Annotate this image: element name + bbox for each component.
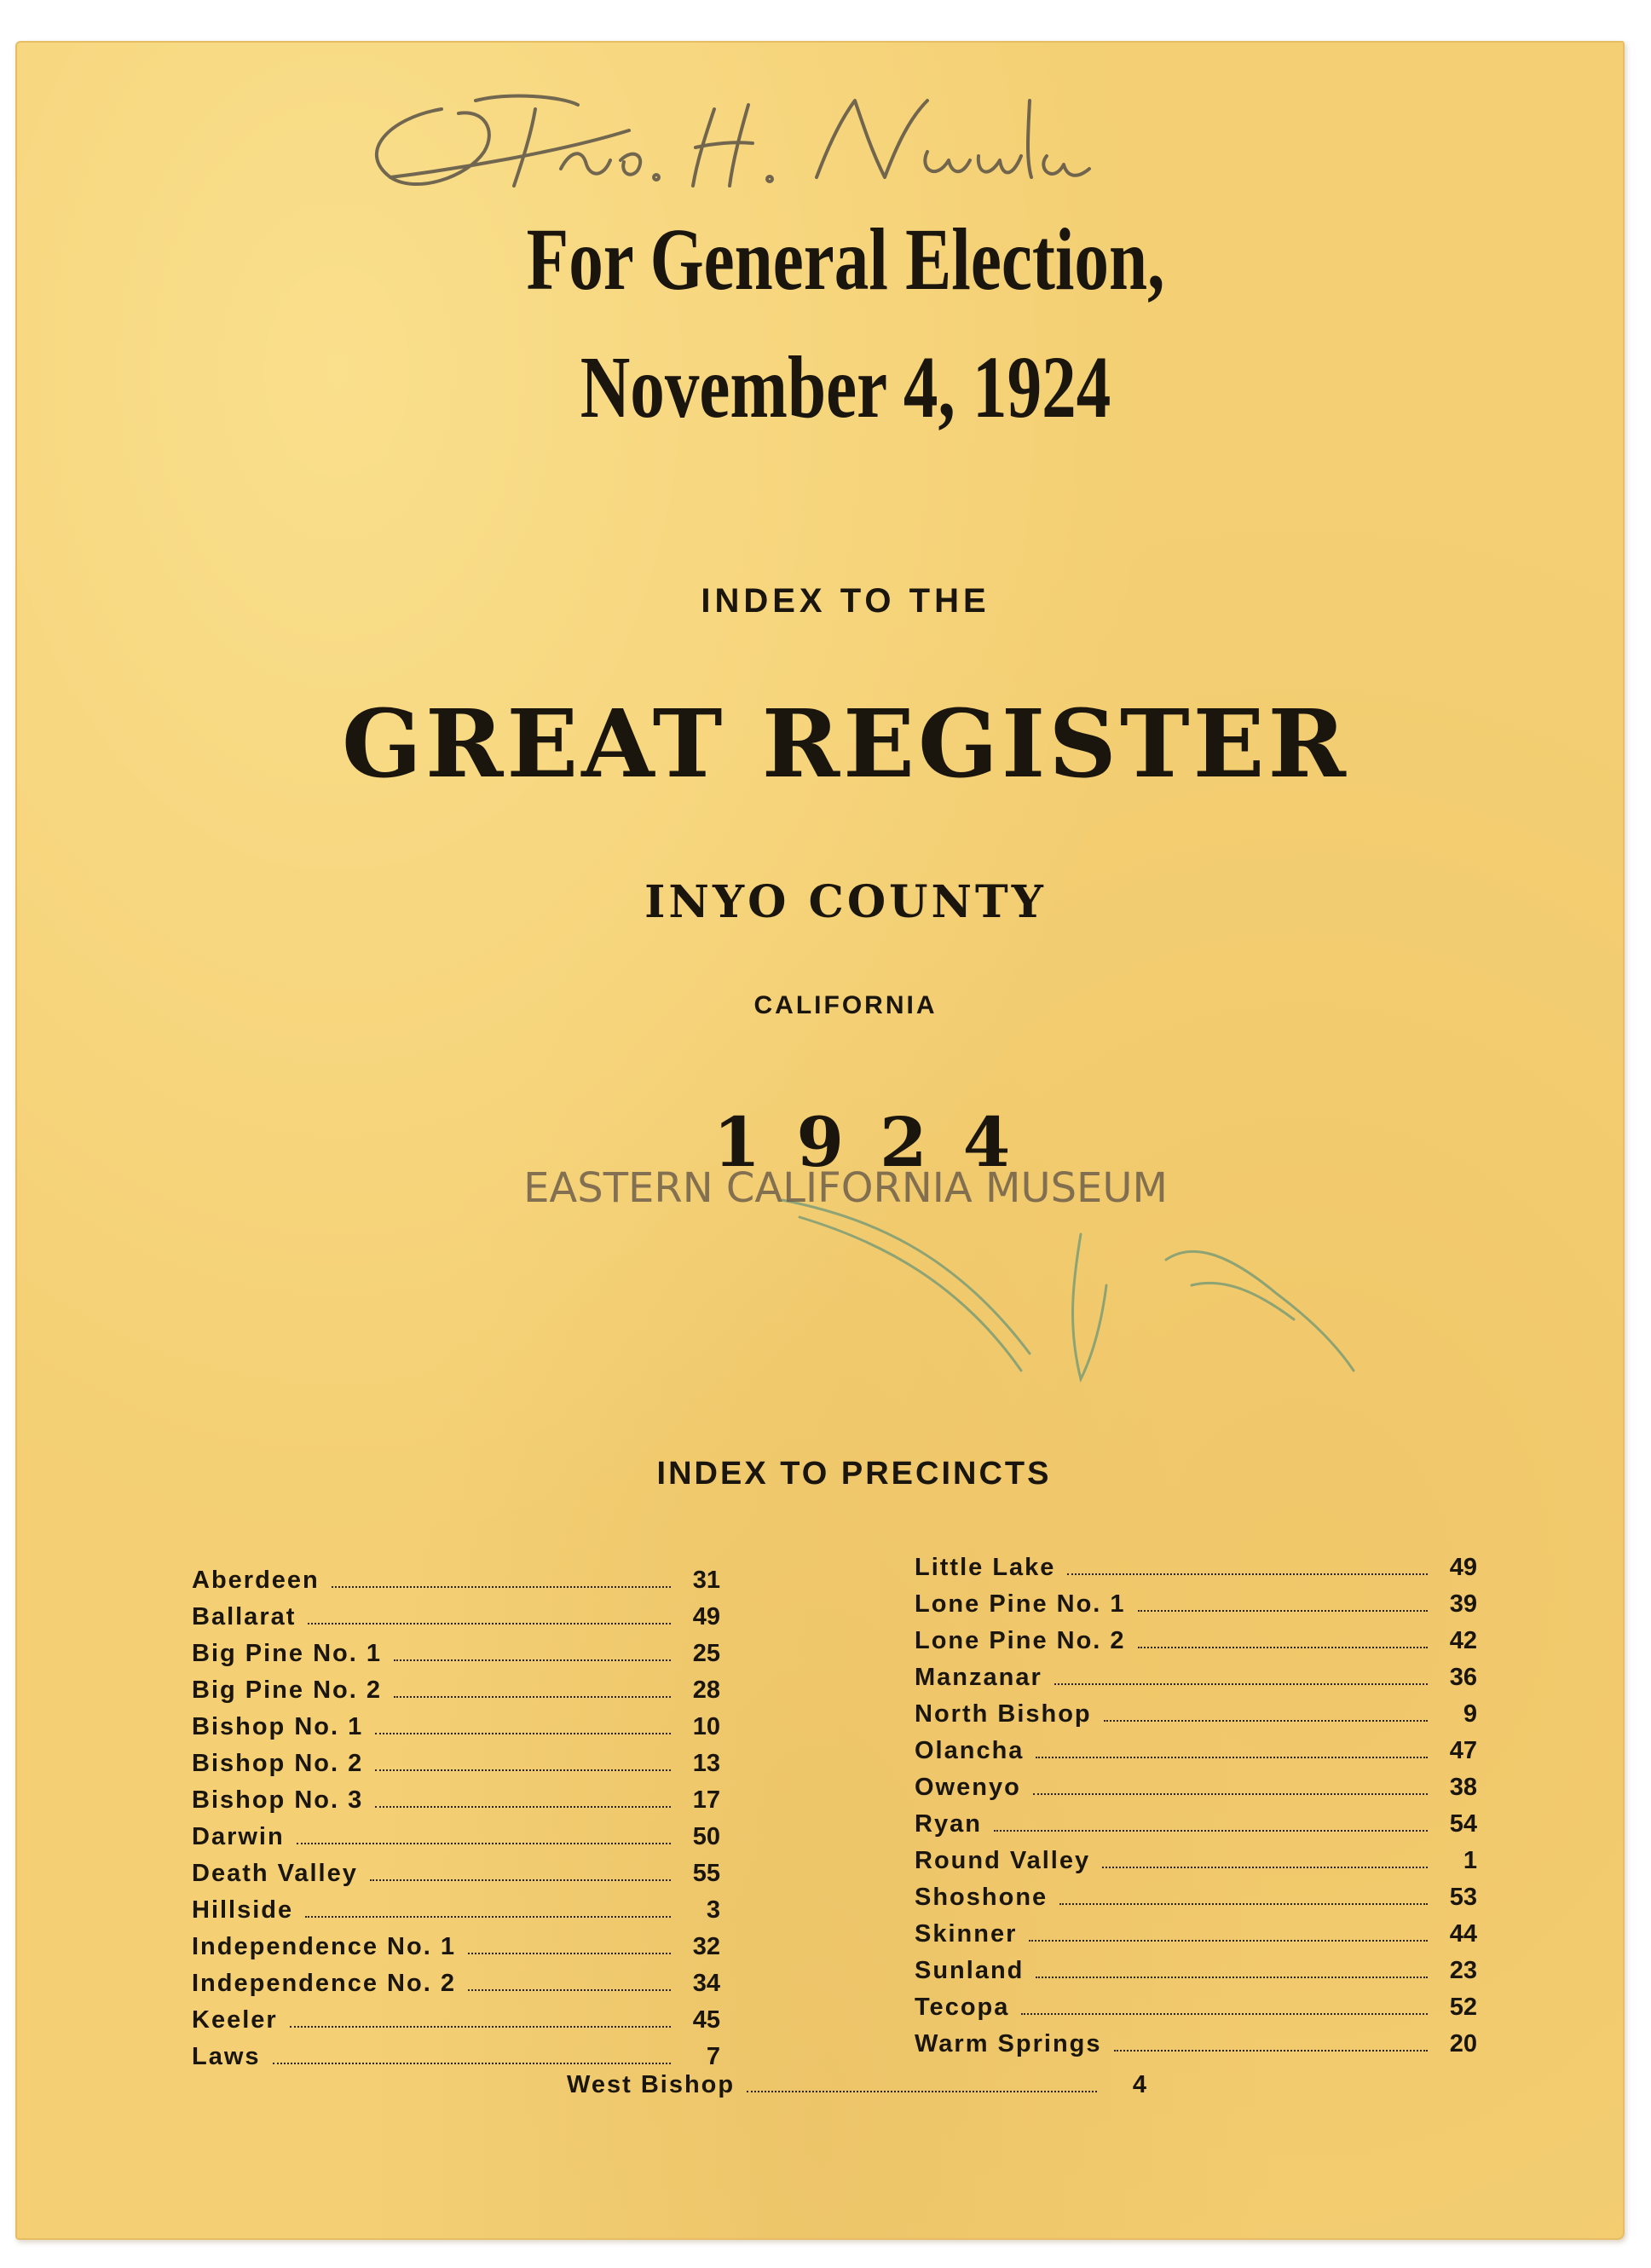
precinct-index-heading: INDEX TO PRECINCTS (656, 1456, 1052, 1492)
dot-leader (1021, 2013, 1428, 2015)
precinct-name: Independence No. 1 (192, 1933, 456, 1960)
page-number: 23 (1449, 1957, 1477, 1984)
precinct-column-right (915, 1554, 1477, 2067)
page-number: 28 (692, 1676, 720, 1704)
precinct-name: West Bishop (567, 2071, 736, 2098)
precinct-entry (192, 1896, 720, 1933)
precinct-name: Hillside (192, 1896, 294, 1924)
precinct-entry (192, 1860, 720, 1896)
dot-leader (375, 1806, 671, 1808)
dot-leader (394, 1659, 671, 1661)
page-number: 31 (692, 1567, 720, 1594)
precinct-name: Warm Springs (915, 2030, 1102, 2057)
dot-leader (1036, 1977, 1428, 1978)
precinct-entry (192, 1603, 720, 1640)
page-number: 52 (1449, 1994, 1477, 2021)
page-number: 36 (1449, 1664, 1477, 1691)
precinct-entry-center (567, 2071, 1146, 2108)
dot-leader (468, 1989, 671, 1991)
page-number: 32 (692, 1933, 720, 1960)
dot-leader (468, 1953, 671, 1954)
precinct-entry (915, 1664, 1477, 1700)
museum-watermark: EASTERN CALIFORNIA MUSEUM (523, 1164, 1168, 1212)
dot-leader (1138, 1610, 1428, 1612)
dot-leader (394, 1696, 671, 1698)
county-name: INYO COUNTY (644, 876, 1047, 928)
dot-leader (332, 1586, 671, 1588)
dot-leader (370, 1879, 671, 1881)
precinct-entry (192, 1640, 720, 1676)
precinct-name: Big Pine No. 1 (192, 1640, 382, 1667)
page-number: 9 (1463, 1700, 1477, 1728)
precinct-name: Darwin (192, 1823, 285, 1850)
precinct-entry (915, 1810, 1477, 1847)
page-number: 1 (1463, 1847, 1477, 1874)
precinct-name: Bishop No. 2 (192, 1750, 364, 1777)
page-number: 45 (692, 2006, 720, 2034)
precinct-entry (915, 1774, 1477, 1810)
precinct-entry (192, 2006, 720, 2043)
precinct-name: Death Valley (192, 1860, 358, 1887)
page-number: 50 (692, 1823, 720, 1850)
precinct-name: Independence No. 2 (192, 1970, 456, 1997)
dot-leader (297, 1843, 671, 1844)
precinct-entry (192, 1713, 720, 1750)
page-number: 39 (1449, 1590, 1477, 1618)
precinct-name: Laws (192, 2043, 261, 2070)
page-number: 3 (706, 1896, 720, 1924)
precinct-entry (915, 1994, 1477, 2030)
precinct-entry (192, 1750, 720, 1786)
page-number: 17 (692, 1786, 720, 1814)
precinct-name: Lone Pine No. 2 (915, 1627, 1126, 1654)
precinct-entry (192, 1823, 720, 1860)
page-number: 13 (692, 1750, 720, 1777)
precinct-name: North Bishop (915, 1700, 1092, 1728)
page-number: 49 (1449, 1554, 1477, 1581)
dot-leader (308, 1623, 671, 1625)
page-number: 42 (1449, 1627, 1477, 1654)
title-line-2: November 4, 1924 (580, 338, 1111, 436)
dot-leader (290, 2026, 671, 2028)
state-name: CALIFORNIA (753, 991, 938, 1019)
main-title: GREAT REGISTER (342, 689, 1349, 799)
precinct-column-left (192, 1567, 720, 2080)
page-number: 53 (1449, 1884, 1477, 1911)
precinct-entry (915, 1920, 1477, 1957)
precinct-name: Bishop No. 1 (192, 1713, 364, 1740)
dot-leader (994, 1830, 1428, 1832)
dot-leader (305, 1916, 671, 1918)
precinct-entry (915, 1957, 1477, 1994)
dot-leader (1114, 2050, 1428, 2052)
dot-leader (1138, 1647, 1428, 1648)
precinct-name: Owenyo (915, 1774, 1021, 1801)
precinct-entry (567, 2071, 1146, 2108)
precinct-entry (915, 1627, 1477, 1664)
precinct-name: Tecopa (915, 1994, 1010, 2021)
dot-leader (1036, 1757, 1428, 1758)
precinct-entry (192, 1786, 720, 1823)
dot-leader (1029, 1940, 1428, 1942)
precinct-entry (915, 1590, 1477, 1627)
precinct-name: Skinner (915, 1920, 1018, 1948)
page-number: 38 (1449, 1774, 1477, 1801)
precinct-entry (915, 1554, 1477, 1590)
dot-leader (375, 1769, 671, 1771)
precinct-name: Manzanar (915, 1664, 1042, 1691)
precinct-name: Ballarat (192, 1603, 297, 1630)
register-cover (15, 41, 1625, 2240)
precinct-name: Olancha (915, 1737, 1025, 1764)
page-number: 49 (692, 1603, 720, 1630)
precinct-name: Sunland (915, 1957, 1025, 1984)
precinct-entry (192, 1567, 720, 1603)
page-number: 54 (1449, 1810, 1477, 1838)
dot-leader (375, 1733, 671, 1734)
dot-leader (1067, 1573, 1428, 1575)
dot-leader (1059, 1903, 1428, 1905)
precinct-name: Little Lake (915, 1554, 1056, 1581)
page-number: 44 (1449, 1920, 1477, 1948)
page-number: 34 (692, 1970, 720, 1997)
precinct-entry (915, 1884, 1477, 1920)
page-number: 47 (1449, 1737, 1477, 1764)
precinct-entry (915, 1737, 1477, 1774)
dot-leader (1054, 1683, 1428, 1685)
precinct-entry (192, 1676, 720, 1713)
page-number: 55 (692, 1860, 720, 1887)
page-number: 4 (1132, 2071, 1146, 2098)
dot-leader (1033, 1793, 1428, 1795)
precinct-name: Lone Pine No. 1 (915, 1590, 1126, 1618)
pencil-scribble (765, 1183, 1379, 1422)
title-line-1: For General Election, (526, 211, 1165, 309)
page-number: 25 (692, 1640, 720, 1667)
precinct-entry (915, 1700, 1477, 1737)
dot-leader (1104, 1720, 1428, 1722)
year: 1924 (713, 1102, 1047, 1182)
precinct-name: Ryan (915, 1810, 982, 1838)
page-number: 10 (692, 1713, 720, 1740)
precinct-name: Round Valley (915, 1847, 1091, 1874)
dot-leader (273, 2063, 671, 2064)
dot-leader (747, 2091, 1097, 2092)
subtitle: INDEX TO THE (701, 582, 990, 620)
precinct-entry (192, 1970, 720, 2006)
dot-leader (1102, 1867, 1428, 1868)
precinct-name: Keeler (192, 2006, 278, 2034)
handwritten-signature (339, 49, 1106, 220)
precinct-entry (192, 1933, 720, 1970)
precinct-name: Aberdeen (192, 1567, 320, 1594)
precinct-name: Bishop No. 3 (192, 1786, 364, 1814)
precinct-entry (915, 1847, 1477, 1884)
precinct-name: Shoshone (915, 1884, 1048, 1911)
precinct-entry (915, 2030, 1477, 2067)
page-number: 7 (706, 2043, 720, 2070)
precinct-name: Big Pine No. 2 (192, 1676, 382, 1704)
page-number: 20 (1449, 2030, 1477, 2057)
